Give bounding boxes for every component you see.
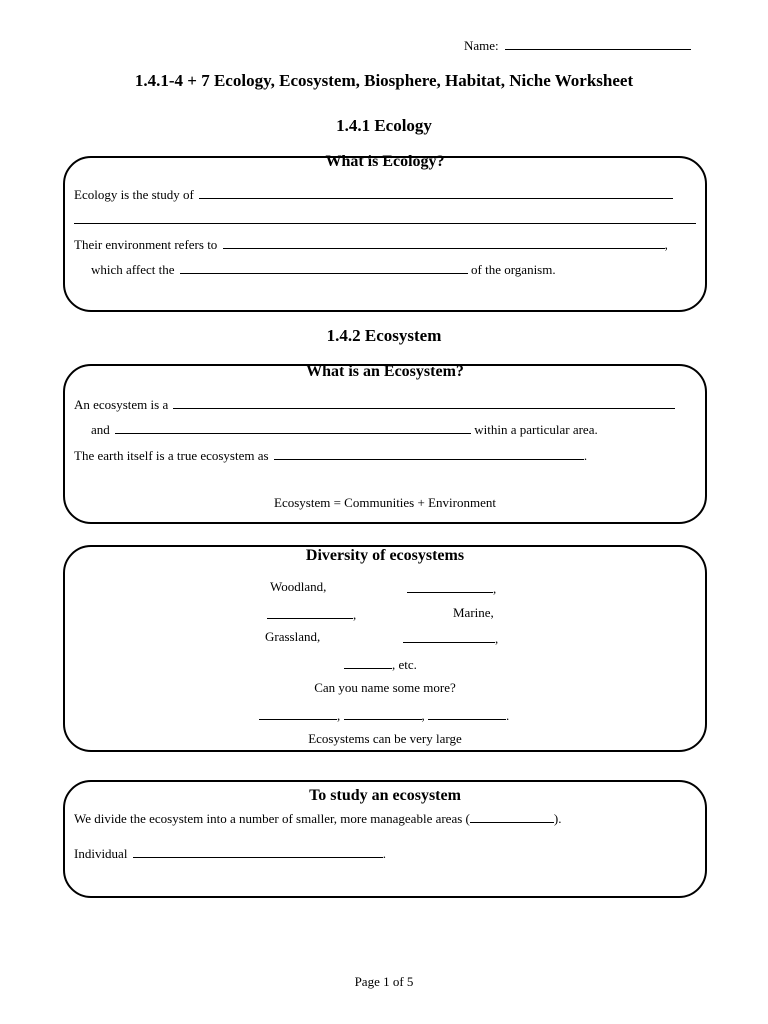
study-line-1: [74, 809, 561, 827]
diversity-more-blank-3[interactable]: [428, 706, 506, 720]
diversity-more-comma-1: ,: [337, 708, 341, 723]
ecology-line-4-end: of the organism.: [471, 262, 556, 277]
ecosystem-line-1: [74, 395, 675, 413]
ecosystem-line-3-text: The earth itself is a true ecosystem as: [74, 448, 269, 463]
ecosystem-line-3: [74, 446, 587, 464]
diversity-blank-3[interactable]: [403, 629, 495, 643]
diversity-row-4: [344, 655, 417, 673]
ecology-line-3-text: Their environment refers to: [74, 237, 218, 252]
diversity-blank-2[interactable]: [267, 605, 353, 619]
diversity-more-comma-2: ,: [421, 708, 425, 723]
grassland-label: Grassland,: [265, 629, 321, 644]
name-blank[interactable]: [505, 36, 691, 50]
diversity-more-blank-1[interactable]: [259, 706, 337, 720]
ecology-line-1-text: Ecology is the study of: [74, 187, 194, 202]
ecology-blank-1[interactable]: [199, 185, 673, 199]
study-line-2: [74, 844, 386, 862]
ecosystem-blank-1[interactable]: [173, 395, 675, 409]
study-blank-1[interactable]: [470, 809, 554, 823]
diversity-etc: , etc.: [392, 657, 417, 672]
worksheet-title: 1.4.1-4 + 7 Ecology, Ecosystem, Biosphere, Habitat, Niche Worksheet: [134, 71, 634, 90]
ecosystem-line-2: [91, 420, 598, 438]
ecology-line-1: [74, 185, 673, 203]
marine-label: Marine,: [453, 605, 494, 620]
ecology-blank-4[interactable]: [180, 260, 468, 274]
diversity-blank-1[interactable]: [407, 579, 493, 593]
diversity-more-blank-2[interactable]: [344, 706, 422, 720]
name-label: Name:: [464, 38, 499, 53]
ecosystem-blank-3[interactable]: [274, 446, 584, 460]
diversity-comma-1: ,: [493, 581, 497, 596]
study-line-1-text: We divide the ecosystem into a number of smaller, more manageable areas (: [74, 811, 470, 826]
ecology-line-3: [74, 235, 668, 253]
ecology-line-4: [91, 260, 556, 278]
diversity-footer: Ecosystems can be very large: [308, 731, 462, 746]
diversity-box: [63, 545, 707, 752]
diversity-row-1-blank: [407, 579, 496, 597]
diversity-box-title: Diversity of ecosystems: [305, 547, 465, 564]
ecosystem-line-3-end: .: [583, 448, 588, 463]
ecosystem-line-1-text: An ecosystem is a: [74, 397, 169, 412]
diversity-row-3-blank: [403, 629, 498, 647]
ecology-box: [63, 153, 707, 312]
diversity-row-2-blank: [267, 605, 356, 623]
name-field: [464, 36, 691, 54]
study-line-1-end: ).: [553, 811, 562, 826]
diversity-more-period: .: [506, 708, 510, 723]
woodland-label: Woodland,: [270, 579, 327, 594]
ecosystem-line-2-text: and: [91, 422, 110, 437]
diversity-comma-3: ,: [495, 631, 499, 646]
ecology-blank-2[interactable]: [74, 223, 696, 224]
study-box-title: To study an ecosystem: [309, 787, 461, 804]
ecosystem-formula: Ecosystem = Communities + Environment: [274, 495, 496, 510]
diversity-question: Can you name some more?: [314, 680, 456, 695]
study-blank-2[interactable]: [133, 844, 383, 858]
section-heading-ecology: 1.4.1 Ecology: [336, 116, 432, 135]
study-box: [63, 780, 707, 898]
ecology-line-3-end: ,: [664, 237, 668, 252]
study-individual-label: Individual: [74, 846, 128, 861]
ecosystem-box-title: What is an Ecosystem?: [306, 363, 464, 380]
ecosystem-blank-2[interactable]: [115, 420, 471, 434]
diversity-comma-2: ,: [353, 607, 357, 622]
section-heading-ecosystem: 1.4.2 Ecosystem: [326, 326, 442, 345]
ecosystem-line-2-end: within a particular area.: [474, 422, 598, 437]
ecology-line-4-text: which affect the: [91, 262, 175, 277]
diversity-blank-4[interactable]: [344, 655, 392, 669]
ecosystem-box: [63, 364, 707, 524]
diversity-more-row: [259, 706, 509, 724]
page-number: Page 1 of 5: [354, 974, 414, 989]
ecology-box-title: What is Ecology?: [325, 153, 445, 170]
study-line-2-end: .: [382, 846, 386, 861]
ecology-blank-3[interactable]: [223, 235, 665, 249]
